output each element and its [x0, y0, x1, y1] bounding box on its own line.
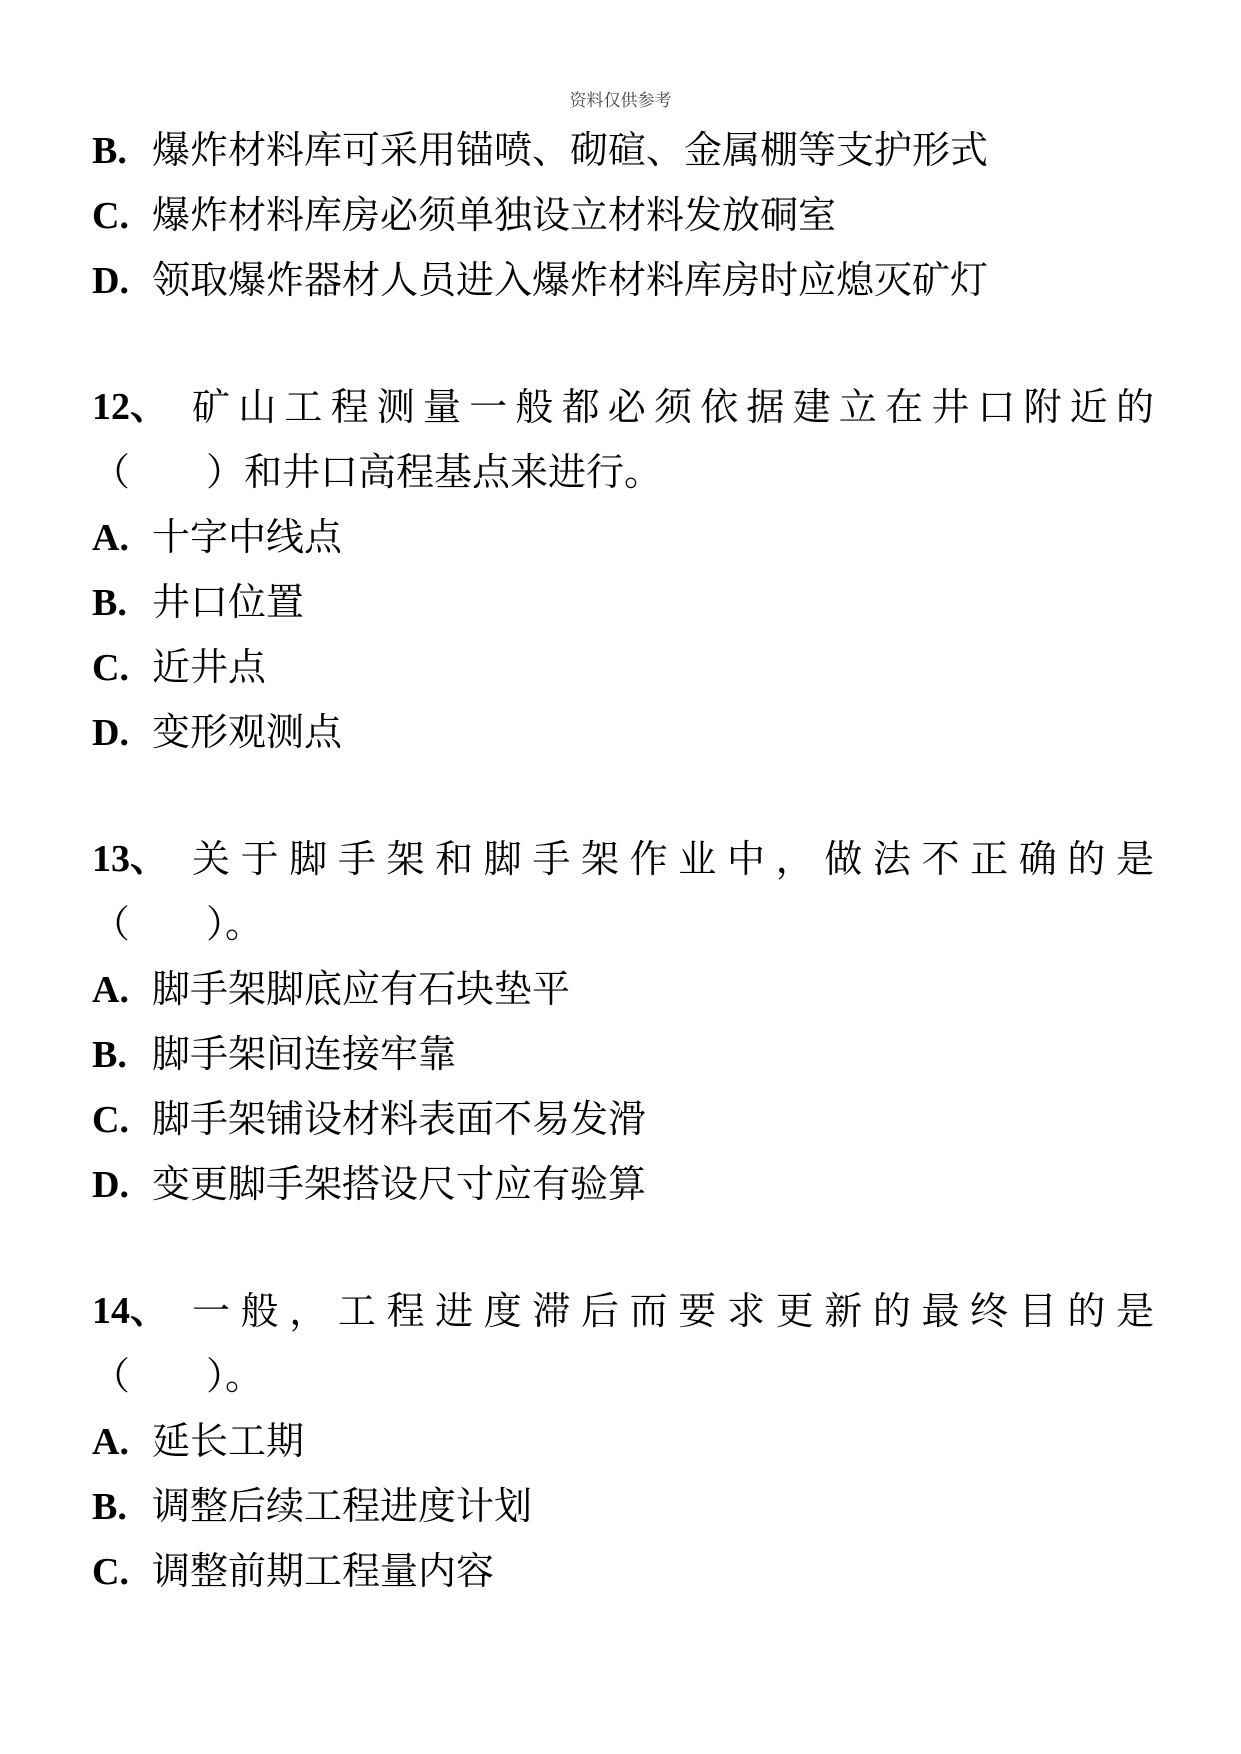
option-letter: A.	[92, 969, 129, 1011]
spacer	[92, 765, 1154, 827]
q11-option-c	[92, 183, 1154, 248]
option-letter: D.	[92, 712, 129, 754]
q12-option-d	[92, 700, 1154, 765]
header-note: 资料仅供参考	[569, 91, 672, 111]
option-letter: C.	[92, 1551, 129, 1593]
option-text: 领取爆炸器材人员进入爆炸材料库房时应熄灭矿灯	[152, 258, 989, 302]
question-stem: 关于脚手架和脚手架作业中，做法不正确的是	[192, 837, 1154, 881]
option-letter: B.	[92, 1034, 127, 1076]
option-text: 井口位置	[152, 580, 305, 624]
option-text: 脚手架铺设材料表面不易发滑	[152, 1097, 647, 1141]
option-letter: B.	[92, 130, 127, 172]
option-letter: D.	[92, 1164, 129, 1206]
document-content	[92, 118, 1154, 1604]
option-letter: A.	[92, 517, 129, 559]
q14-stem-line1	[92, 1279, 1154, 1344]
option-text: 调整前期工程量内容	[152, 1549, 495, 1593]
question-stem: 矿山工程测量一般都必须依据建立在井口附近的	[192, 385, 1154, 429]
option-text: 延长工期	[152, 1419, 305, 1463]
option-text: 爆炸材料库房必须单独设立材料发放硐室	[152, 193, 837, 237]
option-letter: D.	[92, 260, 129, 302]
q12-option-a	[92, 505, 1154, 570]
option-letter: C.	[92, 195, 129, 237]
spacer	[92, 313, 1154, 375]
q12-option-c	[92, 635, 1154, 700]
q14-option-c	[92, 1539, 1154, 1604]
q13-stem-line1	[92, 827, 1154, 892]
spacer	[92, 1217, 1154, 1279]
q12-stem-line1	[92, 375, 1154, 440]
option-text: 十字中线点	[152, 515, 343, 559]
q11-option-b	[92, 118, 1154, 183]
option-letter: B.	[92, 582, 127, 624]
q14-stem-line2: （ ）。	[92, 1354, 264, 1398]
q12-option-b	[92, 570, 1154, 635]
question-number: 12、	[92, 386, 169, 428]
q14-option-b	[92, 1474, 1154, 1539]
option-text: 爆炸材料库可采用锚喷、砌碹、金属棚等支护形式	[152, 128, 989, 172]
question-number: 14、	[92, 1290, 169, 1332]
option-text: 脚手架脚底应有石块垫平	[152, 967, 571, 1011]
question-stem: 一般，工程进度滞后而要求更新的最终目的是	[192, 1289, 1154, 1333]
option-letter: A.	[92, 1421, 129, 1463]
q13-option-a	[92, 957, 1154, 1022]
q13-option-d	[92, 1152, 1154, 1217]
q14-option-a	[92, 1409, 1154, 1474]
q12-stem-line2: （ ）和井口高程基点来进行。	[92, 450, 663, 494]
option-text: 脚手架间连接牢靠	[152, 1032, 457, 1076]
option-letter: C.	[92, 1099, 129, 1141]
option-letter: B.	[92, 1486, 127, 1528]
q11-option-d	[92, 248, 1154, 313]
question-number: 13、	[92, 838, 169, 880]
option-text: 变更脚手架搭设尺寸应有验算	[152, 1162, 647, 1206]
option-text: 近井点	[152, 645, 267, 689]
q13-option-b	[92, 1022, 1154, 1087]
option-text: 变形观测点	[152, 710, 343, 754]
option-letter: C.	[92, 647, 129, 689]
q13-stem-line2: （ ）。	[92, 902, 264, 946]
option-text: 调整后续工程进度计划	[152, 1484, 533, 1528]
q13-option-c	[92, 1087, 1154, 1152]
